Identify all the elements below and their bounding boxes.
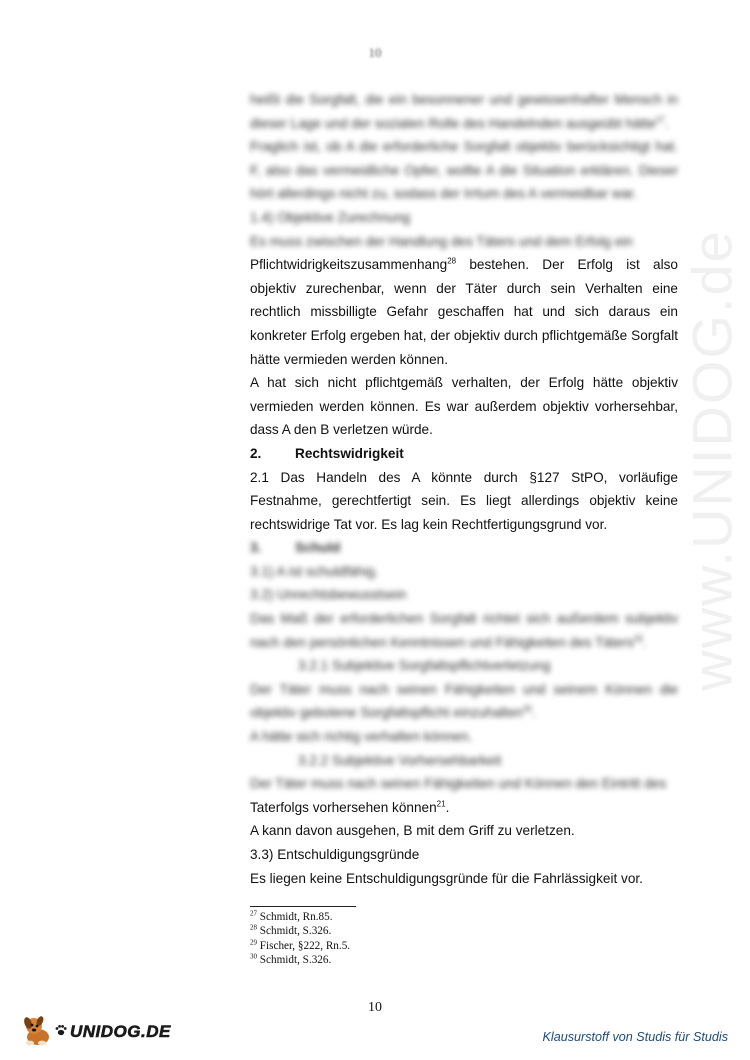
footnote: $^{27}$ Schmidt, Rn.85. bbox=[250, 909, 333, 923]
section-heading: 2. Rechtswidrigkeit bbox=[250, 445, 404, 461]
subheading: 3.1) A ist schuldfähig. bbox=[250, 563, 379, 579]
section-heading: 3. Schuld bbox=[250, 540, 341, 556]
subheading: 1.4) Objektive Zurechnung bbox=[250, 209, 411, 225]
paragraph: A hätte sich richtig verhalten können. bbox=[250, 729, 473, 745]
page-number-top: 10 bbox=[368, 45, 382, 60]
logo-text: UNIDOG.DE bbox=[70, 1022, 171, 1041]
subheading: 3.2.2 Subjektive Vorhersehbarkeit bbox=[298, 752, 502, 768]
footnote: $^{30}$ Schmidt, S.326. bbox=[250, 952, 332, 967]
subheading: 3.2.1 Subjektive Sorgfaltspflichtverletzung bbox=[298, 658, 551, 674]
page-number-bottom: 10 bbox=[368, 1000, 382, 1015]
unidog-logo[interactable] bbox=[20, 1014, 171, 1050]
watermark: www.UNIDOG.de bbox=[680, 229, 744, 691]
paragraph: Der Täter muss nach seinen Fähigkeiten und Können den Eintritt des Taterfolgs vorhersehen können$^{21}$. bbox=[250, 776, 667, 815]
paragraph: Der Täter muss nach seinen Fähigkeiten und seinem Können die objektiv gebotene Sorgfaltspflicht einzuhalten$^{30}$. bbox=[250, 681, 678, 721]
document-body bbox=[250, 88, 678, 890]
paragraph: A kann davon ausgehen, B mit dem Griff zu verletzen. bbox=[250, 823, 575, 839]
subheading: 3.2) Unrechtsbewusstsein bbox=[250, 587, 407, 603]
paragraph: 2.1 Das Handeln des A könnte durch §127 StPO, vorläufige Festnahme, gerechtfertigt sein. Es liegt allerdings objektiv keine rechtswidrige Tat vor. Es lag kein Rechtfertigungsgrund vor. bbox=[250, 469, 678, 532]
paragraph: heißt die Sorgfalt, die ein besonnener und gewissenhafter Mensch in dieser Lage und der sozialen Rolle des Handelnden ausgeübt hätte$^{27}$. bbox=[250, 92, 678, 131]
paragraph: Es muss zwischen der Handlung des Täters und dem Erfolg ein Pflichtwidrigkeitszusammenhang$^{28}$ bestehen. Der Erfolg ist also objektiv zurechenbar, wenn der Täter durch sein Verhalten eine rechtlich missbilligte Gefahr geschaffen hat und sich daraus ein konkreter Erfolg ergeben hat, der objektiv durch pflichtgemäße Sorgfalt hätte vermieden werden können. bbox=[250, 233, 678, 367]
paragraph: Es liegen keine Entschuldigungsgründe für die Fahrlässigkeit vor. bbox=[250, 870, 643, 886]
subheading: 3.3) Entschuldigungsgründe bbox=[250, 847, 420, 862]
footnote: $^{29}$ Fischer, §222, Rn.5. bbox=[250, 938, 351, 952]
paragraph: Fraglich ist, ob A die erforderliche Sorgfalt objektiv berücksichtigt hat. F, also das vermeidliche Opfer, wollte A die Situation erklären. Dieser hört allerdings nicht zu, sodass der Irrtum des A vermeidbar war. bbox=[250, 139, 678, 202]
paragraph: Das Maß der erforderlichen Sorgfalt richtet sich außerdem subjektiv nach den persönlichen Kenntnissen und Fähigkeiten des Täters$^{29}$. bbox=[250, 611, 678, 650]
paragraph: A hat sich nicht pflichtgemäß verhalten, der Erfolg hätte objektiv vermieden werden können. Es war außerdem objektiv vorhersehbar, dass A den B verletzen würde. bbox=[250, 375, 678, 438]
dog-mascot-icon bbox=[20, 1013, 54, 1052]
footnote: $^{28}$ Schmidt, S.326. bbox=[250, 923, 332, 938]
footnotes bbox=[250, 910, 650, 968]
paw-icon bbox=[54, 1023, 68, 1042]
slogan: Klausurstoff von Studis für Studis bbox=[542, 1030, 728, 1044]
footnote-separator bbox=[250, 906, 356, 907]
